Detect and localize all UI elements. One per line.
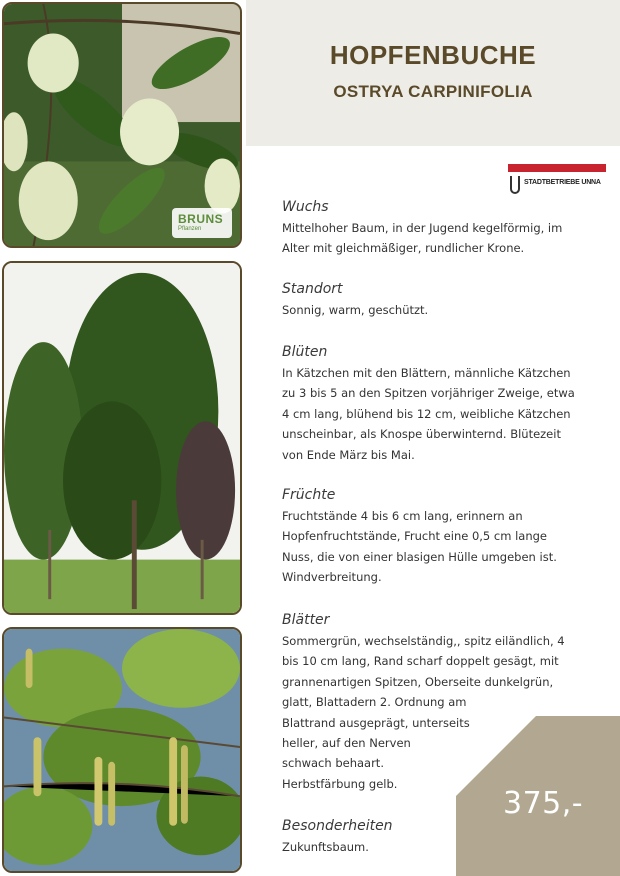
bruns-logo xyxy=(172,208,232,238)
section-body: In Kätzchen mit den Blättern, männliche Kätzchen zu 3 bis 5 an den Spitzen vorjähriger Zweige, etwa 4 cm lang, blühend bis 12 cm, weibliche Kätzchen unscheinbar, als Knospe überwinternd. Blütezeit von Ende März bis Mai. xyxy=(282,366,575,462)
page-title: HOPFENBUCHE xyxy=(329,40,537,70)
section-heading: Blätter xyxy=(282,612,330,628)
section-blueten xyxy=(282,343,602,465)
section-body: Zukunftsbaum. xyxy=(282,840,369,854)
stadtbetriebe-logo xyxy=(508,164,606,198)
section-body: Sonnig, warm, geschützt. xyxy=(282,303,429,317)
header-band xyxy=(246,0,620,146)
photo-tree xyxy=(2,261,242,615)
section-heading: Wuchs xyxy=(282,199,329,215)
section-heading: Standort xyxy=(282,281,343,297)
section-heading: Früchte xyxy=(282,487,336,503)
photo-hop-fruits xyxy=(2,2,242,248)
section-heading: Besonderheiten xyxy=(282,818,393,834)
section-wuchs xyxy=(282,198,602,259)
section-body: Fruchtstände 4 bis 6 cm lang, erinnern an Hopfenfruchtstände, Frucht eine 0,5 cm lange Nuss, die von einer blasigen Hülle umgeben ist. Windverbreitung. xyxy=(282,509,557,585)
photo-catkins xyxy=(2,627,242,873)
logo-name: STADTBETRIEBE UNNA xyxy=(524,179,601,186)
logo-mark-icon xyxy=(510,176,520,194)
section-heading: Blüten xyxy=(282,344,328,360)
section-fruechte xyxy=(282,486,602,588)
bruns-logo-brand: BRUNS xyxy=(178,212,224,226)
bruns-logo-sub: Pflanzen xyxy=(178,226,202,232)
section-body: Sommergrün, wechselständig,, spitz eiländlich, 4 bis 10 cm lang, Rand scharf doppelt gesägt, mit grannenartigen Spitzen, Oberseite dunkelgrün, glatt, Blattadern 2. Ordnung am Blattrand ausgeprägt, unterseits heller, auf den Nerven schwach behaart. Herbstfärbung gelb. xyxy=(282,634,565,791)
section-body: Mittelhoher Baum, in der Jugend kegelförmig, im Alter mit gleichmäßiger, rundlicher Krone. xyxy=(282,221,563,256)
logo-red-bar xyxy=(508,164,606,172)
price-label: 375,- xyxy=(503,786,584,821)
page-subtitle: OSTRYA CARPINIFOLIA xyxy=(333,82,533,101)
section-standort xyxy=(282,280,602,320)
